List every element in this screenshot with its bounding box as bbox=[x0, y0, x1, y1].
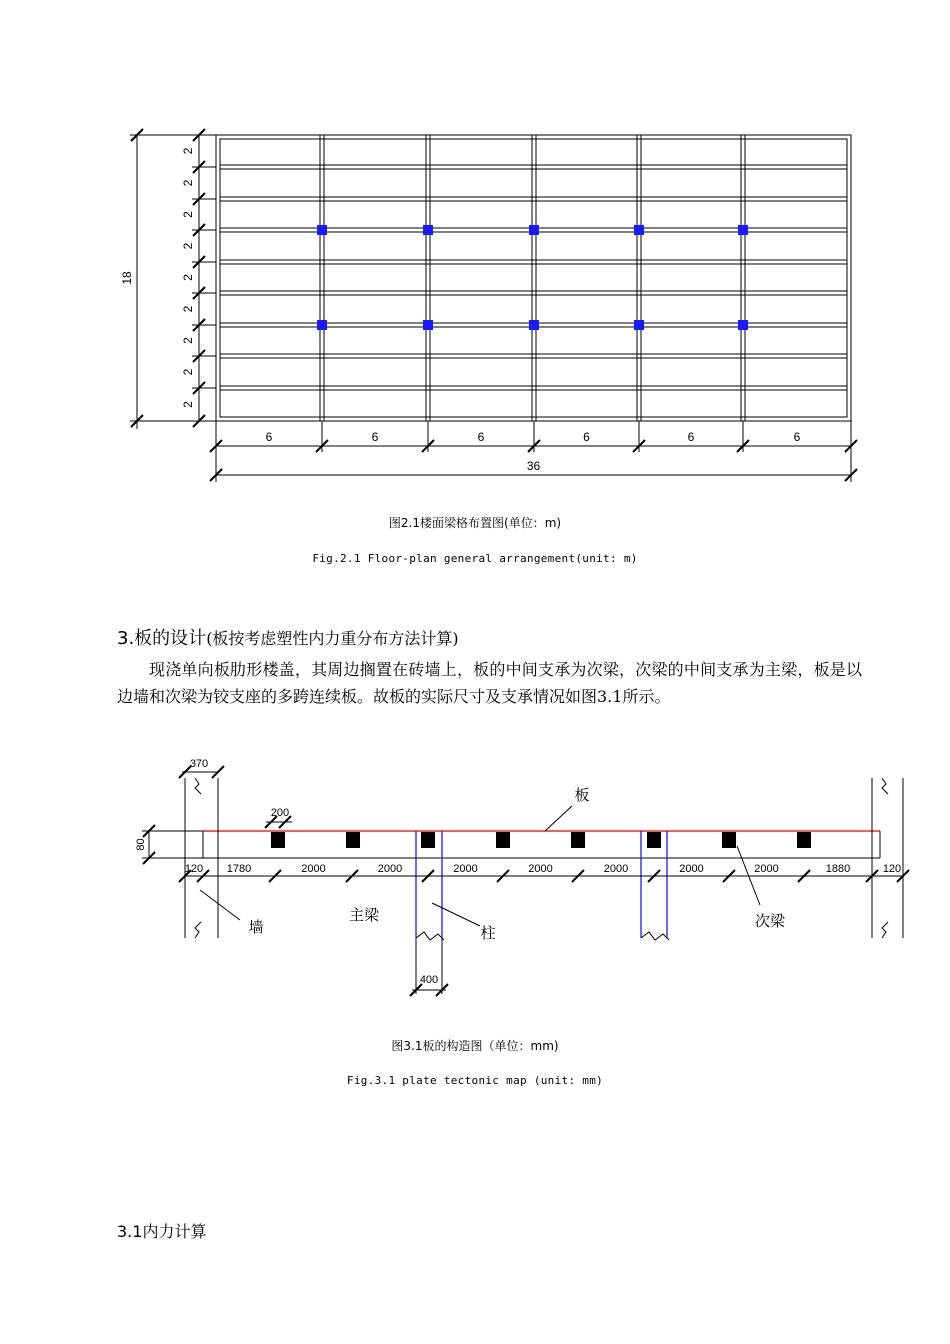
break-line bbox=[641, 932, 669, 940]
row-spacing-label: 2 bbox=[181, 337, 196, 344]
bay-spacing-label: 6 bbox=[371, 430, 379, 444]
row-spacing-label: 2 bbox=[181, 211, 196, 218]
figure-3-1-caption-en: Fig.3.1 plate tectonic map (unit: mm) bbox=[346, 1074, 604, 1087]
secondary-beam-label: 次梁 bbox=[754, 913, 786, 930]
section-3-note: (板按考虑塑性内力重分布方法计算) bbox=[206, 629, 459, 648]
figure-2-1-caption-en: Fig.2.1 Floor-plan general arrangement(unit: m) bbox=[312, 552, 638, 565]
secondary-beam-section bbox=[421, 832, 435, 848]
secondary-beam-section bbox=[722, 832, 736, 848]
span-label: 1880 bbox=[825, 863, 851, 875]
dim-80-label: 80 bbox=[134, 838, 147, 851]
leader-line bbox=[545, 806, 572, 831]
bay-spacing-label: 6 bbox=[265, 430, 273, 444]
span-label: 2000 bbox=[679, 863, 704, 875]
row-spacing-label: 2 bbox=[181, 401, 196, 408]
break-line bbox=[416, 932, 444, 940]
secondary-beam-section bbox=[496, 832, 510, 848]
bay-spacing-label: 6 bbox=[583, 430, 590, 444]
span-label: 2000 bbox=[453, 863, 478, 875]
span-label: 1780 bbox=[226, 863, 252, 875]
secondary-beam-section bbox=[647, 832, 661, 848]
bay-spacing-label: 6 bbox=[477, 430, 485, 444]
secondary-beam-section bbox=[271, 832, 285, 848]
dim-370-label: 370 bbox=[189, 758, 209, 770]
leader-line bbox=[432, 903, 480, 926]
row-spacing-label: 2 bbox=[181, 242, 196, 250]
row-spacing-label: 2 bbox=[181, 147, 196, 155]
dim-120-right-label: 120 bbox=[882, 863, 902, 875]
row-spacing-label: 2 bbox=[181, 305, 196, 313]
section-3-1-heading: 3.1内力计算 bbox=[117, 1222, 207, 1241]
dim-200-label: 200 bbox=[270, 807, 290, 819]
row-spacing-label: 2 bbox=[181, 274, 196, 281]
span-label: 2000 bbox=[301, 863, 326, 875]
span-label: 2000 bbox=[528, 863, 553, 875]
secondary-beam-section bbox=[571, 832, 585, 848]
secondary-beam-section bbox=[346, 832, 360, 848]
dim-400-label: 400 bbox=[419, 974, 439, 986]
total-height-label: 18 bbox=[120, 271, 135, 285]
main-beam-label: 主梁 bbox=[348, 907, 380, 924]
span-label: 2000 bbox=[603, 863, 629, 875]
span-label: 2000 bbox=[377, 863, 403, 875]
column-label: 柱 bbox=[480, 925, 496, 942]
slab-label: 板 bbox=[574, 787, 590, 804]
secondary-beam-section bbox=[797, 832, 811, 848]
bay-spacing-label: 6 bbox=[687, 430, 695, 444]
row-spacing-label: 2 bbox=[181, 179, 196, 187]
break-line bbox=[882, 778, 888, 938]
figure-2-1-caption: 图2.1楼面梁格布置图(单位：m) bbox=[388, 516, 562, 530]
total-width-label: 36 bbox=[526, 459, 541, 473]
dim-120-left-label: 120 bbox=[184, 863, 204, 875]
section-3-paragraph: 现浇单向板肋形楼盖，其周边搁置在砖墙上，板的中间支承为次梁，次梁的中间支承为主梁，板是以边墙和次梁为铰支座的多跨连续板。故板的实际尺寸及支承情况如图3.1所示。 bbox=[117, 660, 862, 706]
bay-spacing-label: 6 bbox=[793, 430, 801, 444]
section-3-title: 3.板的设计 bbox=[117, 628, 207, 649]
wall-label: 墙 bbox=[248, 919, 264, 936]
row-spacing-label: 2 bbox=[181, 368, 196, 376]
span-label: 2000 bbox=[754, 863, 779, 875]
figure-3-1-caption: 图3.1板的构造图（单位：mm) bbox=[391, 1039, 559, 1053]
leader-line bbox=[200, 890, 240, 920]
